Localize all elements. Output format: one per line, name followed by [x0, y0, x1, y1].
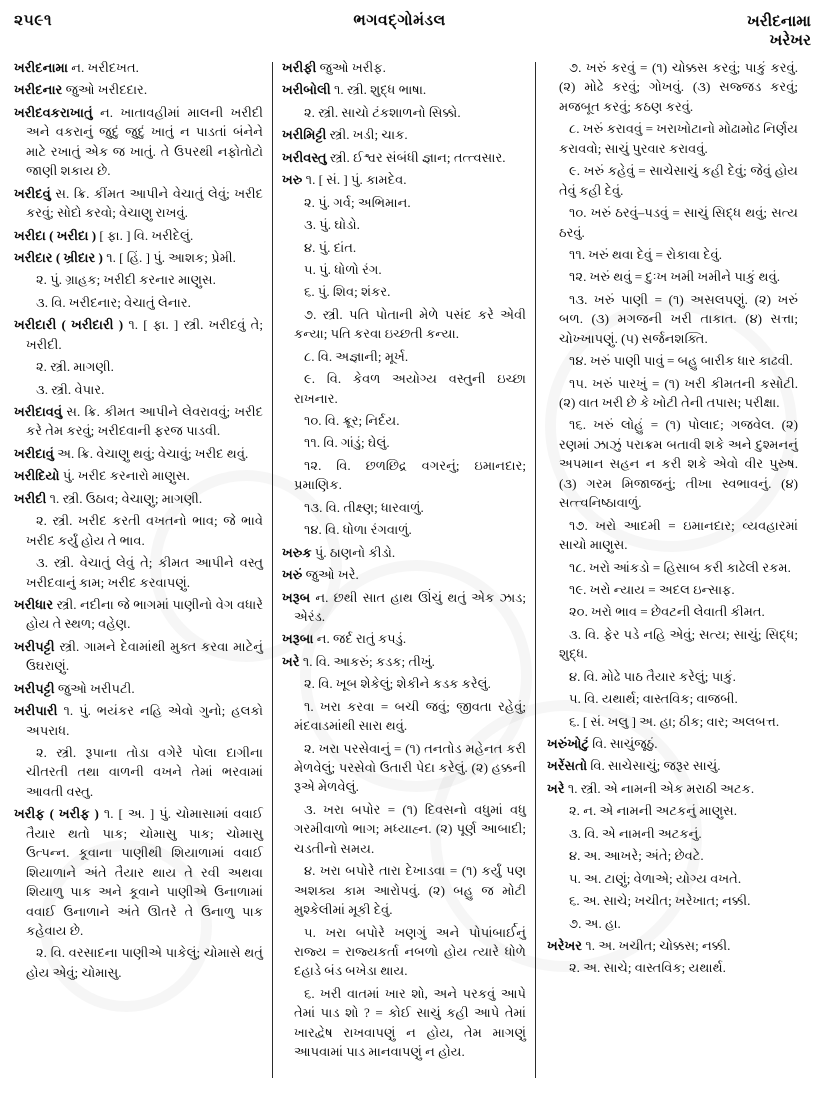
entry-sense: ૨. સ્ત્રી. ખરીદ કરતી વખતનો ભાવ; જે ભાવે ખરીદ કર્યું હોય તે ભાવ.	[26, 513, 263, 548]
entry-sense: ૩. ખરા બપોર = (૧) દિવસનો વધુમાં વધુ ગરમીવાળો ભાગ; મધ્યાહ્ન. (૨) પૂર્ણ આબાદી; ચડતીનો સમય.	[294, 801, 526, 856]
dictionary-entry	[14, 804, 263, 940]
dictionary-entry	[282, 565, 526, 584]
entry-sense: ૯. વિ. કેવળ અયોગ્ય વસ્તુની ઇચ્છા રાખનાર.	[294, 371, 526, 406]
entry-sense: ૩. વિ. એ નામની અટકનું.	[569, 825, 702, 841]
entry-definition: જુઓ ખરે.	[302, 567, 359, 583]
text-column-2	[273, 58, 535, 1104]
running-head	[14, 12, 811, 58]
entry-sense: ૧૮. ખરો આંકડો = હિસાબ કરી કાઢેલી રકમ.	[569, 559, 791, 575]
entry-headword: ખરૂબા	[282, 631, 314, 647]
entry-headword: ખરીધાર	[14, 596, 54, 612]
entry-sense: ૫. પું. ધોળો રંગ.	[304, 261, 382, 277]
entry-definition: ન. ખાતાવહીમાં માલની ખરીદી અને વકરાનું જુદું જુદું ખાતું ન પાડતાં બંનેને માટે રખાતું એક જ ખાતું. તે ઉપરથી નફોતોટો જાણી શકાય છે.	[26, 104, 263, 179]
entry-definition: ૧. [ હિં. ] પું. આશક; પ્રેમી.	[102, 249, 236, 265]
entry-sense: ૧૧. ખરું થવા દેવું = રોકાવા દેવું.	[569, 246, 722, 262]
dictionary-entry	[282, 80, 526, 99]
entry-sense: ૧૬. ખરું લોહું = (૧) પોલાદ; ગજવેલ. (૨) રણમાં ઝાઝું પરાક્રમ બતાવી શકે અને દુશ્મનનું અપમાન સહન ન કરી શકે એવો વીર પુરુષ. (૩) ગરમ મિજાજનું; તીખા સ્વભાવનું. (૪) સત્ત્વનિષ્ઠાવાળું.	[559, 417, 798, 511]
entry-definition: ૧. સ્ત્રી. શુદ્ધ ભાષા.	[330, 82, 427, 98]
dictionary-entry	[282, 148, 526, 167]
dictionary-entry	[14, 444, 263, 463]
entry-sense: ૭. અ. હા.	[569, 915, 621, 931]
dictionary-entry	[14, 679, 263, 698]
entry-sense: ૧. ખરા કરવા = બચી જવું; જીવતા રહેવું; મંદવાડમાંથી સારા થવું.	[294, 698, 526, 734]
entry-sense: ૨. સ્ત્રી. માગણી.	[36, 359, 114, 375]
entry-headword: ખરીપારી	[14, 703, 58, 719]
entry-sense: ૧૭. ખરો આદમી = ઇમાનદાર; વ્યવહારમાં સાચો માણુસ.	[559, 517, 798, 553]
dictionary-entry	[282, 125, 526, 144]
guide-word-top: ખરીદનામા	[747, 13, 811, 30]
entry-headword: ખરેખર	[547, 937, 583, 953]
entry-sense: ૪. અ. આખરે; અંતે; છેવટે.	[569, 848, 704, 864]
entry-sense: ૬. ખરી વાતમાં ખાર શો, અને પરકવું આપે તેમાં પાડ શો ? = કોઈ સાચું કહી આપે તેમાં ખારદ્વેષ રાખવાપણું ન હોય, તેમ માગણું આપવામાં પાડ માનવાપણું ન હોય.	[294, 985, 526, 1060]
column-container	[14, 58, 811, 1104]
entry-definition: [ ફા. ] વિ. ખરીદેલું.	[96, 227, 194, 243]
entry-headword: ખરે	[282, 653, 300, 669]
entry-headword: ખરુક	[282, 544, 312, 560]
entry-headword: ખરીદારી ( ખરીદારી )	[14, 317, 124, 333]
entry-sense: ૪. ખરા બપોરે તારા દેખાડવા = (૧) કર્યું પણ અશક્ય કામ આરોપવું. (૨) બહુ જ મોટી મુશ્કેલીમાં મૂકી દેવું.	[294, 863, 526, 918]
entry-headword: ખરુંખોટું	[547, 736, 590, 751]
entry-definition: ૧. સ્ત્રી. એ નામની એક મરાઠી અટક.	[564, 780, 755, 796]
entry-definition: સ્ત્રી. ઈશ્વર સંબંધી જ્ઞાન; તત્ત્વસાર.	[326, 149, 506, 165]
entry-sense: ૧૨. ખરું થવું = દુઃખ ખમી ખમીને પાકું થવું.	[569, 269, 781, 285]
entry-definition: ન. છથી સાત હાથ ઊંચું થતું એક ઝાડ; એરંડ.	[294, 589, 526, 624]
dictionary-entry	[14, 402, 263, 441]
entry-sense: ૨. ખરા પરસેવાનું = (૧) તનતોડ મહેનત કરી મેળવેલું; પરસેવો ઉતારી પેદા કરેલું. (૨) હક્કની રૂએ મેળવેલું.	[294, 740, 526, 795]
entry-definition: ૧. વિ. આકરું; કડક; તીખું.	[299, 653, 435, 669]
entry-sense: ૧૧. વિ. ગાંડું; ઘેલું.	[304, 435, 390, 451]
entry-sense: ૩. વિ. ખરીદનાર; વેચાતું લેનાર.	[36, 294, 191, 310]
entry-sense: ૧૦. ખરું ઠરવું–પડવું = સાચું સિદ્ધ થવું; સત્ય ઠરવું.	[559, 205, 798, 240]
text-column-3	[536, 58, 798, 1104]
entry-definition: ૧. [ અ. ] પું. ચોમાસામાં વવાઈ તૈયાર થતો પાક; ચોમાસુ પાક; ચોમાસુ ઉત્પન્ન. કૂવાના પાણીથી શિયાળામાં વવાઈ શિયાળાને અંતે તૈયાર થાય તે રવી અથવા શિયાળુ પાક અને કૂવાને પાણીએ ઉનાળામાં વવાઈ ઉનાળાને અંતે ઊતરે તે ઉનાળુ પાક કહેવાય છે.	[26, 806, 264, 938]
dictionary-entry	[547, 756, 798, 775]
dictionary-entry	[282, 543, 526, 562]
dictionary-entry	[547, 779, 798, 798]
entry-headword: ખરીફ ( ખરીફ )	[14, 806, 99, 822]
entry-headword: ખરીદિયો	[14, 468, 60, 484]
dictionary-entry	[282, 629, 526, 648]
entry-definition: ૧. [ સં. ] પું. કામદેવ.	[302, 172, 407, 188]
text-column-1	[14, 58, 272, 1104]
entry-headword: ખરીવસ્તુ	[282, 149, 327, 165]
entry-sense: ૯. ખરું કહેવું = સાચેસાચું કહી દેવું; જેવું હોય તેવું કહી દેવું.	[559, 163, 798, 198]
entry-definition: સ. ક્રિ. કીમત આપીને લેવરાવવું; ખરીદ કરે તેમ કરવું; ખરીદવાની ફરજ પાડવી.	[26, 404, 263, 439]
entry-definition: વિ. સાચુંજૂઠું.	[589, 736, 658, 751]
entry-definition: પું. ખરીદ કરનારો માણુસ.	[59, 468, 190, 484]
entry-definition: સ્ત્રી. ગામને દેવામાંથી મુક્ત કરવા માટેનું ઉઘરાણું.	[26, 638, 263, 674]
dictionary-entry	[547, 936, 798, 955]
dictionary-entry	[14, 103, 263, 181]
entry-sense: ૨. વિ. ખૂબ શેકેલું; શેકીને કડક કરેલું.	[304, 676, 491, 692]
dictionary-entry	[14, 315, 263, 354]
dictionary-entry	[14, 489, 263, 508]
entry-sense: ૧૫. ખરું પારખું = (૧) ખરી કીમતની કસોટી. (૨) વાત ખરી છે કે ખોટી તેની તપાસ; પરીક્ષા.	[559, 375, 798, 410]
guide-words	[747, 12, 811, 51]
dictionary-entry	[14, 595, 263, 634]
entry-headword: ખરે	[547, 780, 565, 796]
entry-sense: ૨. ન. એ નામની અટકનું માણુસ.	[569, 803, 738, 819]
entry-headword: ખરુ	[282, 172, 303, 188]
entry-definition: સ. ક્રિ. કીંમત આપીને વેચાતું લેવું; ખરીદ કરવું; સોદો કરવો; વેચાણુ રાખવું.	[26, 185, 263, 221]
entry-headword: ખરીદાર ( ખ્રીદાર )	[14, 249, 103, 265]
entry-headword: ખરેંસતો	[547, 758, 588, 774]
entry-sense: ૮. ખરું કરાવવું = ખરાખોટાનો મોઢામોઢ નિર્ણય કરાવવો; સાચું પુરવાર કરાવવું.	[559, 121, 798, 156]
entry-sense: ૬. પું. શિવ; શંકર.	[304, 284, 391, 300]
dictionary-entry	[14, 637, 263, 676]
entry-definition: પું. ઠાણનો કીડો.	[311, 544, 396, 560]
entry-sense: ૩. સ્ત્રી. વેપાર.	[36, 381, 105, 397]
dictionary-entry	[14, 701, 263, 740]
entry-sense: ૧૪. વિ. ધોળા રંગવાળું.	[304, 522, 412, 538]
entry-sense: ૨. સ્ત્રી. રૂપાના તોડા વગેરે પોલા દાગીના ચીતરતી તથા વાળની વખને તેમાં ભરવામાં આવતી વસ્તુ.	[26, 745, 263, 799]
entry-headword: ખરું	[282, 567, 303, 583]
entry-sense: ૨. સ્ત્રી. સાચો ટંકશાળનો સિક્કો.	[304, 104, 461, 120]
entry-headword: ખરીપટ્ટી	[14, 638, 55, 654]
entry-sense: ૨. વિ. વરસાદના પાણીએ પાકેલું; ચોમાસે થતું હોય એવું; ચોમાસુ.	[26, 945, 263, 980]
entry-sense: ૧૪. ખરું પાણી પાવું = બહુ બારીક ધાર કાઢવી.	[569, 353, 793, 369]
entry-headword: ખરીબોલી	[282, 82, 331, 98]
entry-definition: વિ. સાચેસાચું; જરૂર સાચું.	[587, 758, 721, 774]
entry-sense: ૧૦. વિ. ક્રૂર; નિર્દય.	[304, 413, 400, 428]
entry-sense: ૨. પું. ગર્વ; અભિમાન.	[304, 194, 411, 210]
entry-sense: ૫. વિ. યથાર્થ; વાસ્તવિક; વાજબી.	[569, 691, 738, 707]
entry-headword: ખરીદવકરાખાતું	[14, 104, 93, 120]
dictionary-entry	[14, 58, 263, 77]
dictionary-entry	[14, 184, 263, 223]
entry-sense: ૬. અ. સાચે; ખચીત; ખરેખાત; નક્કી.	[569, 893, 751, 909]
entry-sense: ૧૩. વિ. તીક્ષ્ણ; ધારવાળું.	[304, 499, 424, 515]
entry-definition: જુઓ ખરીપટી.	[54, 680, 135, 696]
dictionary-entry	[14, 248, 263, 267]
entry-definition: ૧. અ. ખચીત; ચોક્કસ; નક્કી.	[582, 937, 731, 953]
entry-headword: ખરીફી	[282, 60, 317, 75]
page-number: ૨૫૯૧	[14, 12, 53, 29]
entry-sense: ૮. વિ. અજ્ઞાની; મૂર્ખ.	[304, 348, 409, 364]
entry-definition: ૧. સ્ત્રી. ઉઠાવ; વેચાણુ; માગણી.	[46, 490, 203, 506]
entry-sense: ૨. પું. ગ્રાહક; ખરીદી કરનાર માણુસ.	[36, 272, 216, 288]
entry-headword: ખરીદવું	[14, 185, 51, 201]
entry-sense: ૧૯. ખરો ન્યાય = અદલ ઇન્સાફ.	[569, 581, 735, 597]
dictionary-entry	[14, 226, 263, 245]
guide-word-bottom: ખરેખર	[769, 32, 811, 50]
entry-definition: સ્ત્રી. નદીના જે ભાગમાં પાણીનો વેગ વધારે હોય તે સ્થળ; વહેણ.	[26, 596, 263, 632]
entry-headword: ખરીદા ( ખરીદા )	[14, 227, 97, 243]
entry-headword: ખરીદી	[14, 490, 47, 506]
entry-headword: ખરીપટ્ટી	[14, 680, 55, 696]
entry-definition: ન. જર્દ રાતું કપડું.	[313, 631, 407, 647]
entry-sense: ૫. ખરા બપોરે ખણગું અને પોપાંબાર્ઈનું રાજ્ય = રાજ્યકર્તા નબળો હોય ત્યારે ધોળે દહાડે બંડ બખેડા થાય.	[294, 924, 526, 979]
entry-headword: ખરીદનાર	[14, 82, 63, 98]
dictionary-entry	[282, 170, 526, 189]
entry-headword: ખરીદાવું	[14, 445, 54, 461]
entry-headword: ખરૂબ	[282, 589, 311, 605]
entry-sense: ૩. સ્ત્રી. વેચાતું લેવું તે; કીમત આપીને વસ્તુ ખરીદવાનું કામ; ખરીદ કરવાપણું.	[26, 555, 263, 590]
entry-sense: ૧૩. ખરું પાણી = (૧) અસલપણું. (૨) ખરું બળ. (૩) મગજની ખરી તાકાત. (૪) સત્તા; ચોખ્ખાપણું. (૫) સર્જનશક્તિ.	[559, 291, 798, 346]
entry-sense: ૨૦. ખરો ભાવ = છેવટની લેવાતી કીમત.	[569, 604, 765, 620]
dictionary-entry	[282, 652, 526, 671]
entry-definition: અ. ક્રિ. વેચાણુ થવું; વેચાવું; ખરીદ થવું.	[53, 445, 249, 461]
entry-sense: ૪. વિ. મોઢે પાઠ તૈયાર કરેલું; પાકું.	[569, 668, 736, 684]
entry-sense: ૭. સ્ત્રી. પતિ પોતાની મેળે પસંદ કરે એવી કન્યા; પતિ કરવા ઇચ્છતી કન્યા.	[294, 306, 526, 342]
entry-sense: ૨. અ. સાચે; વાસ્તવિક; યથાર્થ.	[569, 960, 726, 976]
entry-definition: જુઓ ખરીફ.	[316, 60, 386, 75]
dictionary-entry	[547, 734, 798, 753]
entry-definition: ૧. [ ફા. ] સ્ત્રી. ખરીદવું તે; ખરીદી.	[26, 317, 263, 352]
dictionary-entry	[14, 80, 263, 99]
entry-sense: ૬. [ સં. ખલુ ] અ. હા; ઠીક; વાર; અલબત્ત.	[569, 713, 780, 729]
dictionary-entry	[282, 588, 526, 627]
entry-sense: ૩. પું. ઘોડો.	[304, 217, 360, 233]
entry-definition: જુઓ ખરીદદાર.	[62, 82, 148, 98]
book-title: ભગવદ્‌ગોમંડલ	[353, 12, 446, 29]
entry-sense: ૭. ખરું કરવું = (૧) ચોક્કસ કરવું; પાકું કરવું. (૨) મોઢે કરવું; ગોખવું. (૩) સજ્જડ કરવું; મજબૂત કરવું; કઠણ કરવું.	[559, 60, 798, 114]
entry-headword: ખરીદાવવું	[14, 404, 63, 419]
entry-definition: ૧. પું. ભયંકર નહિ એવો ગુનો; હલકો અપરાધ.	[26, 703, 263, 738]
entry-headword: ખરીમિટ્ટી	[282, 127, 327, 143]
dictionary-entry	[282, 58, 526, 77]
entry-definition: ન. ખરીદખત.	[68, 60, 139, 75]
entry-sense: ૧૨. વિ. છળછિદ્ર વગરનું; ઇમાનદાર; પ્રમાણિક.	[294, 457, 526, 493]
entry-sense: ૪. પું. દાંત.	[304, 239, 357, 255]
entry-headword: ખરીદનામા	[14, 60, 69, 75]
entry-sense: ૩. વિ. ફેર પડે નહિ એવું; સત્ય; સાચું; સિદ્ધ; શુદ્ધ.	[559, 626, 798, 662]
entry-sense: ૫. અ. ટાણું; વેળાએ; યોગ્ય વખતે.	[569, 870, 742, 886]
entry-definition: સ્ત્રી. ખડી; ચાક.	[326, 127, 408, 143]
dictionary-entry	[14, 466, 263, 485]
